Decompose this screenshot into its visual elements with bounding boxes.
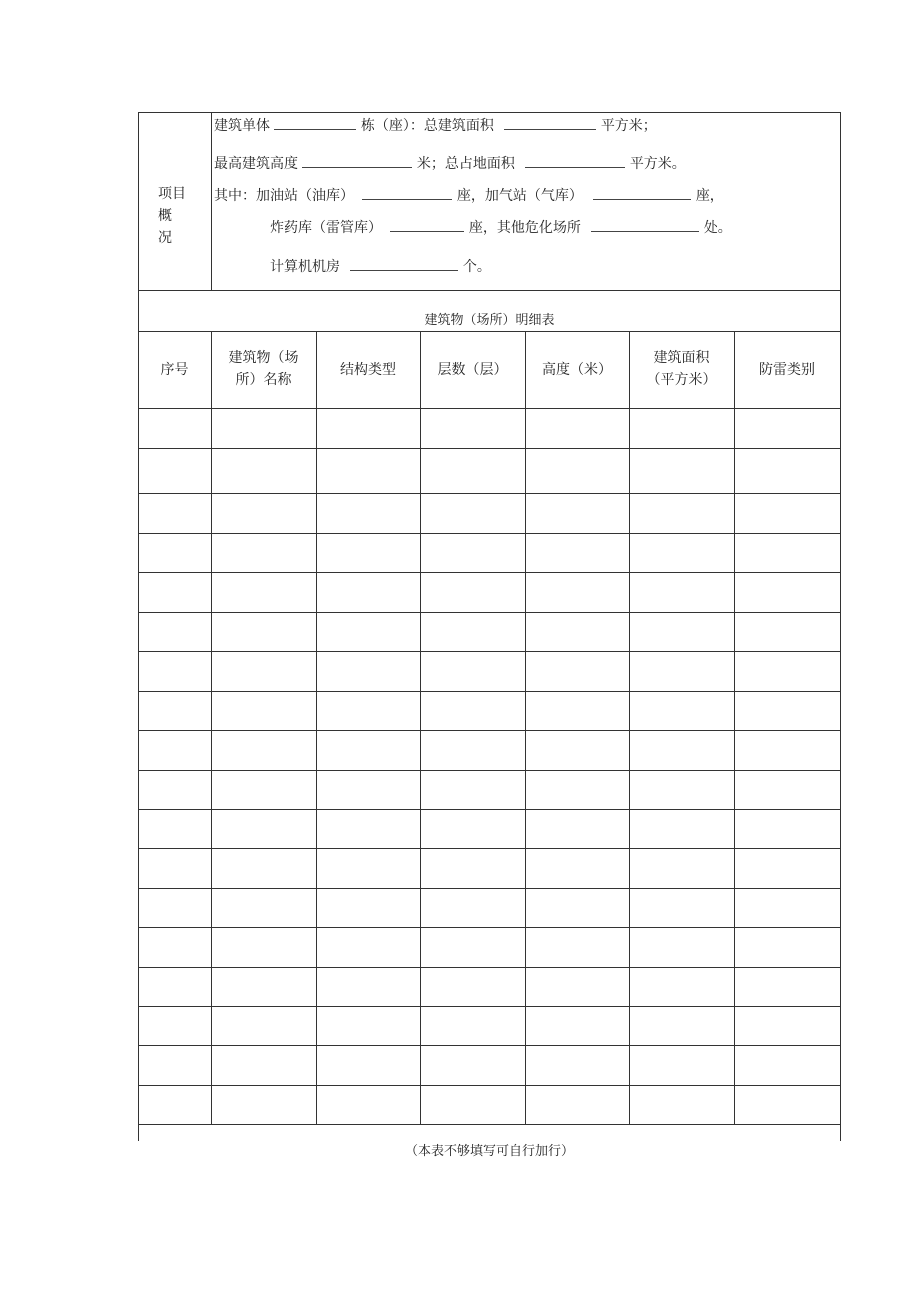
- table-cell[interactable]: [212, 1086, 316, 1124]
- table-cell[interactable]: [630, 1007, 734, 1045]
- table-cell[interactable]: [526, 692, 629, 730]
- column-header-line1: 序号: [160, 362, 189, 378]
- lpg-station-field[interactable]: [593, 186, 691, 200]
- table-cell[interactable]: [526, 771, 629, 809]
- table-cell[interactable]: [317, 849, 420, 888]
- gas-station-field[interactable]: [362, 186, 452, 200]
- table-cell[interactable]: [526, 731, 629, 770]
- gas-station-label: 其中：加油站（油库）: [214, 188, 354, 204]
- table-cell[interactable]: [317, 494, 420, 533]
- overview-line-3: [214, 186, 724, 205]
- table-cell[interactable]: [630, 409, 734, 448]
- table-cell[interactable]: [526, 534, 629, 572]
- table-cell[interactable]: [212, 1007, 316, 1045]
- table-cell[interactable]: [630, 494, 734, 533]
- table-cell[interactable]: [139, 731, 211, 770]
- table-border-right: [840, 112, 841, 1141]
- table-cell[interactable]: [735, 771, 840, 809]
- lpg-station-label: 座，加气站（气库）: [456, 188, 583, 204]
- table-border-top: [138, 112, 841, 113]
- land-area-unit: 平方米。: [629, 156, 686, 172]
- table-cell[interactable]: [735, 534, 840, 572]
- total-area-field[interactable]: [504, 116, 596, 130]
- table-cell[interactable]: [735, 810, 840, 848]
- table-cell[interactable]: [139, 494, 211, 533]
- column-header-line1: 建筑面积: [653, 350, 710, 366]
- table-cell[interactable]: [317, 731, 420, 770]
- table-cell[interactable]: [735, 1046, 840, 1085]
- table-cell[interactable]: [421, 889, 525, 927]
- table-cell[interactable]: [630, 810, 734, 848]
- table-cell[interactable]: [630, 573, 734, 612]
- table-cell[interactable]: [735, 652, 840, 691]
- table-cell[interactable]: [630, 968, 734, 1006]
- column-header-line2: （平方米）: [646, 372, 717, 388]
- table-cell[interactable]: [212, 771, 316, 809]
- table-cell[interactable]: [139, 573, 211, 612]
- hazardous-site-unit: 处。: [703, 220, 732, 236]
- table-cell[interactable]: [139, 849, 211, 888]
- table-cell[interactable]: [735, 449, 840, 493]
- table-cell[interactable]: [212, 810, 316, 848]
- table-cell[interactable]: [139, 613, 211, 651]
- column-header-line1: 层数（层）: [437, 362, 508, 378]
- table-cell[interactable]: [630, 449, 734, 493]
- column-header: [211, 347, 316, 391]
- table-cell[interactable]: [212, 534, 316, 572]
- table-cell[interactable]: [317, 534, 420, 572]
- table-cell[interactable]: [317, 771, 420, 809]
- title-bottom-border: [138, 331, 841, 332]
- table-row-border: [138, 1124, 841, 1125]
- table-cell[interactable]: [421, 534, 525, 572]
- table-cell[interactable]: [139, 810, 211, 848]
- column-header: [420, 359, 525, 381]
- table-cell[interactable]: [139, 449, 211, 493]
- building-count-field[interactable]: [274, 116, 356, 130]
- table-cell[interactable]: [421, 968, 525, 1006]
- table-cell[interactable]: [421, 409, 525, 448]
- table-cell[interactable]: [526, 652, 629, 691]
- table-cell[interactable]: [630, 534, 734, 572]
- table-cell[interactable]: [630, 1086, 734, 1124]
- table-cell[interactable]: [421, 494, 525, 533]
- table-cell[interactable]: [317, 1007, 420, 1045]
- table-cell[interactable]: [735, 928, 840, 967]
- table-cell[interactable]: [735, 1086, 840, 1124]
- table-cell[interactable]: [735, 692, 840, 730]
- column-header-line2: 所）名称: [235, 372, 292, 388]
- column-header-line1: 建筑物（场: [228, 350, 299, 366]
- table-cell[interactable]: [421, 1086, 525, 1124]
- table-cell[interactable]: [735, 573, 840, 612]
- table-cell[interactable]: [630, 731, 734, 770]
- overview-bottom-border: [138, 290, 841, 291]
- table-cell[interactable]: [212, 928, 316, 967]
- column-header: [525, 359, 629, 381]
- footnote: （本表不够填写可自行加行）: [404, 1144, 574, 1159]
- hazardous-site-label: 座，其他危化场所: [468, 220, 581, 236]
- table-cell[interactable]: [421, 810, 525, 848]
- table-cell[interactable]: [526, 449, 629, 493]
- computer-room-label: 计算机机房: [270, 259, 340, 275]
- overview-label-line1: 项目概: [158, 186, 186, 224]
- table-cell[interactable]: [735, 494, 840, 533]
- table-cell[interactable]: [317, 652, 420, 691]
- table-cell[interactable]: [421, 1007, 525, 1045]
- table-cell[interactable]: [317, 573, 420, 612]
- table-cell[interactable]: [735, 613, 840, 651]
- table-cell[interactable]: [421, 731, 525, 770]
- table-cell[interactable]: [421, 692, 525, 730]
- table-cell[interactable]: [526, 849, 629, 888]
- table-cell[interactable]: [317, 1086, 420, 1124]
- table-cell[interactable]: [212, 849, 316, 888]
- table-cell[interactable]: [526, 968, 629, 1006]
- table-cell[interactable]: [421, 652, 525, 691]
- detail-table-title: 建筑物（场所）明细表: [424, 313, 555, 328]
- table-cell[interactable]: [139, 409, 211, 448]
- column-header: [734, 359, 840, 381]
- table-cell[interactable]: [526, 573, 629, 612]
- table-cell[interactable]: [526, 1086, 629, 1124]
- table-cell[interactable]: [735, 409, 840, 448]
- table-cell[interactable]: [212, 692, 316, 730]
- lpg-station-unit: 座，: [695, 188, 724, 204]
- max-height-label: 最高建筑高度: [214, 156, 298, 172]
- column-header: [316, 359, 420, 381]
- table-cell[interactable]: [139, 771, 211, 809]
- computer-room-field[interactable]: [350, 257, 458, 271]
- land-area-field[interactable]: [525, 154, 625, 168]
- table-cell[interactable]: [139, 1007, 211, 1045]
- column-header-line1: 防雷类别: [759, 362, 815, 378]
- overview-label: [158, 183, 194, 249]
- table-cell[interactable]: [630, 652, 734, 691]
- table-cell[interactable]: [421, 771, 525, 809]
- table-cell[interactable]: [139, 968, 211, 1006]
- table-cell[interactable]: [212, 613, 316, 651]
- table-cell[interactable]: [630, 928, 734, 967]
- column-header: [138, 359, 211, 381]
- total-area-unit: 平方米；: [600, 118, 657, 134]
- table-cell[interactable]: [317, 449, 420, 493]
- table-cell[interactable]: [212, 731, 316, 770]
- table-cell[interactable]: [526, 1046, 629, 1085]
- table-cell[interactable]: [735, 849, 840, 888]
- table-cell[interactable]: [526, 494, 629, 533]
- table-cell[interactable]: [139, 692, 211, 730]
- land-area-label: 米；总占地面积: [416, 156, 515, 172]
- table-cell[interactable]: [317, 968, 420, 1006]
- overview-line-2: [214, 154, 686, 173]
- table-cell[interactable]: [317, 409, 420, 448]
- table-cell[interactable]: [526, 810, 629, 848]
- table-cell[interactable]: [317, 889, 420, 927]
- overview-label-line2: 况: [158, 230, 172, 246]
- table-cell[interactable]: [212, 968, 316, 1006]
- table-cell[interactable]: [421, 449, 525, 493]
- table-cell[interactable]: [317, 692, 420, 730]
- column-header: [629, 347, 734, 391]
- overview-line-4: [270, 218, 732, 237]
- total-area-label: 栋（座）：总建筑面积: [360, 118, 494, 134]
- explosive-store-field[interactable]: [390, 218, 464, 232]
- building-count-label: 建筑单体: [214, 118, 270, 134]
- table-cell[interactable]: [139, 652, 211, 691]
- table-cell[interactable]: [526, 409, 629, 448]
- table-cell[interactable]: [421, 573, 525, 612]
- table-cell[interactable]: [212, 573, 316, 612]
- overview-line-5: [270, 257, 491, 276]
- table-cell[interactable]: [421, 1046, 525, 1085]
- table-cell[interactable]: [421, 613, 525, 651]
- table-cell[interactable]: [630, 889, 734, 927]
- table-cell[interactable]: [630, 849, 734, 888]
- table-cell[interactable]: [630, 613, 734, 651]
- table-cell[interactable]: [212, 652, 316, 691]
- column-header-line1: 高度（米）: [542, 362, 612, 378]
- table-cell[interactable]: [139, 1086, 211, 1124]
- table-cell[interactable]: [735, 731, 840, 770]
- table-cell[interactable]: [630, 771, 734, 809]
- table-cell[interactable]: [139, 534, 211, 572]
- table-cell[interactable]: [421, 928, 525, 967]
- max-height-field[interactable]: [302, 154, 412, 168]
- explosive-store-label: 炸药库（雷管库）: [270, 220, 382, 236]
- table-cell[interactable]: [317, 613, 420, 651]
- table-cell[interactable]: [212, 889, 316, 927]
- table-cell[interactable]: [630, 692, 734, 730]
- table-cell[interactable]: [526, 613, 629, 651]
- table-cell[interactable]: [526, 889, 629, 927]
- table-cell[interactable]: [526, 1007, 629, 1045]
- table-cell[interactable]: [212, 409, 316, 448]
- table-cell[interactable]: [139, 928, 211, 967]
- table-cell[interactable]: [139, 889, 211, 927]
- table-cell[interactable]: [421, 849, 525, 888]
- table-cell[interactable]: [735, 968, 840, 1006]
- table-cell[interactable]: [212, 1046, 316, 1085]
- table-cell[interactable]: [212, 449, 316, 493]
- table-cell[interactable]: [630, 1046, 734, 1085]
- overview-label-divider: [211, 112, 212, 291]
- computer-room-unit: 个。: [462, 259, 491, 275]
- table-cell[interactable]: [526, 928, 629, 967]
- table-cell[interactable]: [212, 494, 316, 533]
- table-cell[interactable]: [317, 1046, 420, 1085]
- table-cell[interactable]: [735, 889, 840, 927]
- table-cell[interactable]: [317, 928, 420, 967]
- table-cell[interactable]: [139, 1046, 211, 1085]
- column-header-line1: 结构类型: [340, 362, 396, 378]
- table-cell[interactable]: [317, 810, 420, 848]
- hazardous-site-field[interactable]: [591, 218, 699, 232]
- table-cell[interactable]: [735, 1007, 840, 1045]
- overview-line-1: [214, 116, 657, 135]
